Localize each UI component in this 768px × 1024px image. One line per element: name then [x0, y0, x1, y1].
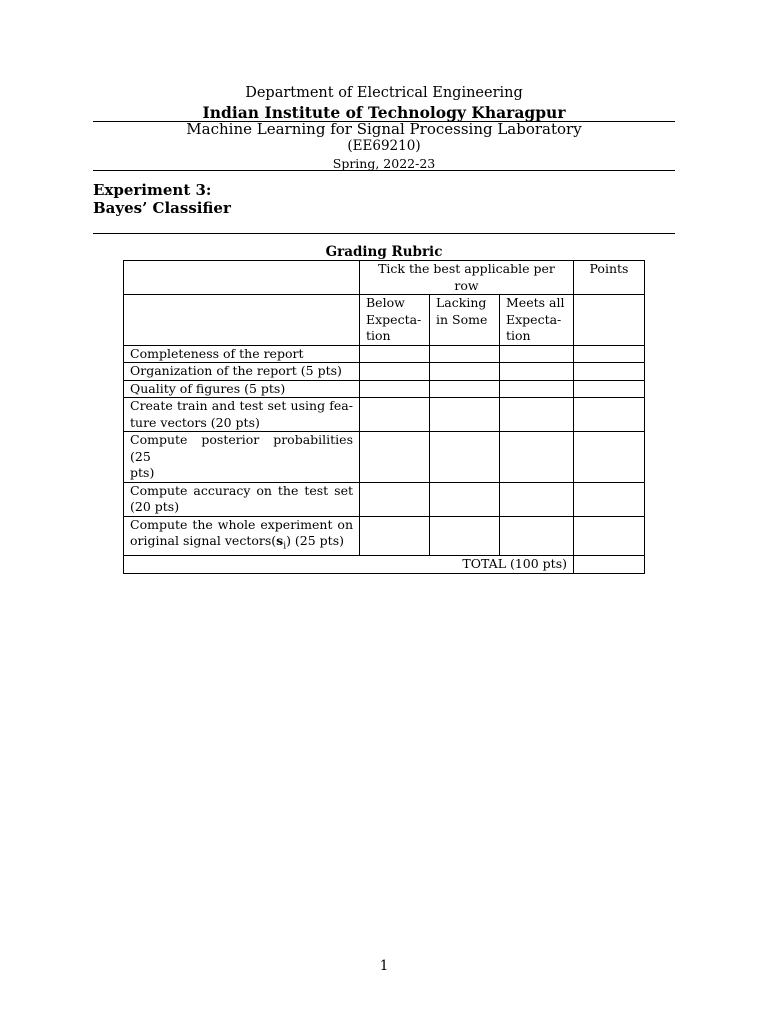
- tick-box-lacking[interactable]: [430, 398, 500, 432]
- grading-rubric-table: [123, 260, 645, 574]
- tick-box-below[interactable]: [360, 363, 430, 381]
- rubric-row: [124, 432, 645, 483]
- rubric-row: [124, 380, 645, 398]
- criterion-text-line2: pts): [130, 465, 155, 480]
- tick-box-lacking[interactable]: [430, 380, 500, 398]
- tick-box-lacking[interactable]: [430, 345, 500, 363]
- page-number: 1: [379, 958, 389, 974]
- tick-box-meets[interactable]: [500, 516, 574, 556]
- criterion-text-post: ) (25 pts): [286, 533, 345, 548]
- rubric-row: [124, 516, 645, 556]
- col-meets-line2: Expecta-: [506, 311, 562, 327]
- criterion-text: Organization of the report (5 pts): [130, 363, 342, 378]
- tick-box-meets[interactable]: [500, 345, 574, 363]
- points-box[interactable]: [574, 482, 645, 516]
- criterion-text: Completeness of the report: [130, 345, 304, 361]
- department-name: Department of Electrical Engineering: [245, 85, 523, 101]
- tick-box-below[interactable]: [360, 432, 430, 483]
- tick-box-meets[interactable]: [500, 380, 574, 398]
- tick-box-below[interactable]: [360, 482, 430, 516]
- signal-vector-symbol: s: [276, 533, 284, 548]
- rubric-title: Grading Rubric: [325, 244, 443, 260]
- criterion-cell: [124, 363, 360, 381]
- criterion-text-line2: [130, 533, 353, 555]
- col-lacking-line1: Lacking: [436, 295, 487, 310]
- rubric-row: [124, 363, 645, 381]
- tick-box-meets[interactable]: [500, 398, 574, 432]
- criterion-text-line1: Compute the whole experiment on: [130, 516, 353, 532]
- criterion-cell: [124, 516, 360, 556]
- criterion-cell: [124, 345, 360, 363]
- criterion-text-line1: Create train and test set using fea-: [130, 398, 353, 413]
- points-box[interactable]: [574, 363, 645, 381]
- tick-box-below[interactable]: [360, 516, 430, 556]
- criterion-text-pre: original signal vectors(: [130, 533, 277, 548]
- tick-box-meets[interactable]: [500, 432, 574, 483]
- col-lacking-in-some: [430, 295, 500, 346]
- criterion-text-line2: ture vectors (20 pts): [130, 414, 260, 430]
- criterion-text-line2: (20 pts): [130, 499, 180, 514]
- header-rule-bottom: [93, 170, 675, 171]
- criterion-cell: [124, 432, 360, 483]
- points-header: Points: [574, 261, 645, 295]
- col-below-line3: tion: [366, 328, 391, 343]
- tick-box-below[interactable]: [360, 398, 430, 432]
- criterion-cell: [124, 380, 360, 398]
- criterion-cell: [124, 398, 360, 432]
- col-below-expectation: [360, 295, 430, 346]
- points-box[interactable]: [574, 432, 645, 483]
- tick-box-lacking[interactable]: [430, 432, 500, 483]
- points-empty-cell: [574, 295, 645, 346]
- section-rule: [93, 233, 675, 234]
- col-meets-all: [500, 295, 574, 346]
- tick-box-lacking[interactable]: [430, 516, 500, 556]
- col-lacking-line2: in Some: [436, 311, 488, 327]
- criterion-text-line1: Compute accuracy on the test set: [130, 482, 353, 498]
- header-empty-cell: [124, 261, 360, 295]
- tick-box-lacking[interactable]: [430, 363, 500, 381]
- tick-box-below[interactable]: [360, 345, 430, 363]
- col-meets-line3: tion: [506, 328, 531, 343]
- course-code: (EE69210): [347, 138, 421, 154]
- levels-empty-cell: [124, 295, 360, 346]
- points-box[interactable]: [574, 398, 645, 432]
- tick-box-lacking[interactable]: [430, 482, 500, 516]
- col-below-line1: Below: [366, 295, 405, 310]
- total-label: TOTAL (100 pts): [124, 556, 574, 574]
- tick-header: Tick the best applicable per row: [360, 261, 574, 295]
- points-box[interactable]: [574, 516, 645, 556]
- tick-box-meets[interactable]: [500, 363, 574, 381]
- experiment-number: Experiment 3:: [93, 181, 212, 199]
- total-points-box[interactable]: [574, 556, 645, 574]
- rubric-header-row: [124, 261, 645, 295]
- rubric-row: [124, 398, 645, 432]
- institute-name: Indian Institute of Technology Kharagpur: [202, 103, 566, 122]
- rubric-total-row: [124, 556, 645, 574]
- rubric-row: [124, 345, 645, 363]
- col-below-line2: Expecta-: [366, 311, 422, 327]
- tick-box-meets[interactable]: [500, 482, 574, 516]
- points-box[interactable]: [574, 345, 645, 363]
- semester: Spring, 2022-23: [332, 156, 436, 171]
- tick-box-below[interactable]: [360, 380, 430, 398]
- criterion-text-line1: Compute posterior probabilities (25: [130, 432, 353, 464]
- criterion-cell: [124, 482, 360, 516]
- lab-name: Machine Learning for Signal Processing Laboratory: [186, 120, 582, 138]
- rubric-row: [124, 482, 645, 516]
- signal-vector-subscript: i: [283, 541, 287, 552]
- rubric-levels-row: [124, 295, 645, 346]
- experiment-title: Bayes’ Classifier: [93, 199, 231, 217]
- criterion-text: Quality of figures (5 pts): [130, 380, 286, 396]
- points-box[interactable]: [574, 380, 645, 398]
- col-meets-line1: Meets all: [506, 295, 565, 310]
